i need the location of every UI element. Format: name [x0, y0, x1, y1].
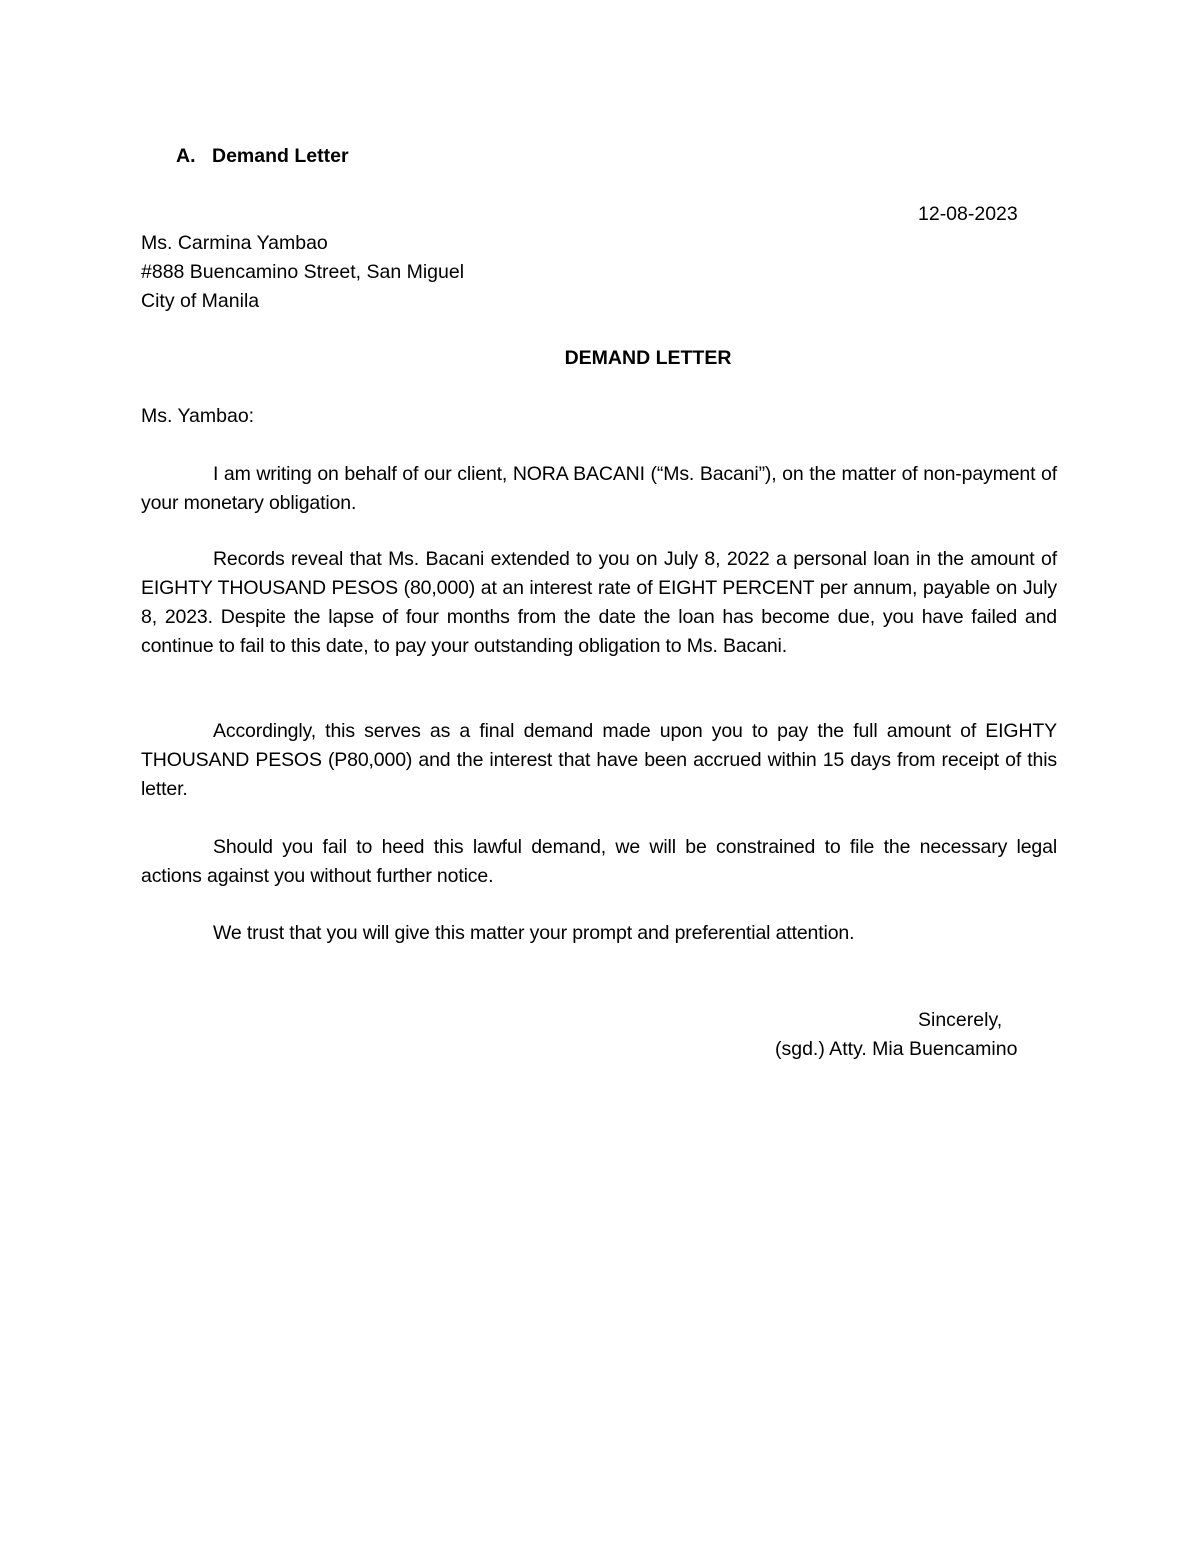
recipient-address-line2: City of Manila [141, 290, 260, 312]
closing: Sincerely, [918, 1009, 1003, 1031]
body-paragraph-3: Accordingly, this serves as a final demand made upon you to pay the full amount of EIGHTY THOUSAND PESOS (P80,000) and the interest that have been accrued within 15 days from receipt of this letter. [141, 720, 1057, 800]
letter-date: 12-08-2023 [918, 203, 1018, 225]
body-paragraph-1: I am writing on behalf of our client, NORA BACANI (“Ms. Bacani”), on the matter of non-payment of your monetary obligation. [141, 463, 1057, 514]
section-number: A. [176, 145, 196, 167]
section-heading [176, 142, 349, 171]
body-paragraph-4: Should you fail to heed this lawful demand, we will be constrained to file the necessary legal actions against you without further notice. [141, 836, 1057, 887]
recipient-name: Ms. Carmina Yambao [141, 232, 328, 254]
salutation: Ms. Yambao: [141, 405, 255, 427]
signature: (sgd.) Atty. Mia Buencamino [775, 1038, 1018, 1060]
body-paragraph-5: We trust that you will give this matter your prompt and preferential attention. [213, 922, 855, 944]
body-paragraph-2: Records reveal that Ms. Bacani extended to you on July 8, 2022 a personal loan in the amount of EIGHTY THOUSAND PESOS (80,000) at an interest rate of EIGHT PERCENT per annum, payable on July 8, 2023. Despite the lapse of four months from the date the loan has become due, you have failed and continue to fail to this date, to pay your outstanding obligation to Ms. Bacani. [141, 548, 1057, 657]
recipient-address-line1: #888 Buencamino Street, San Miguel [141, 261, 465, 283]
section-title: Demand Letter [212, 145, 349, 167]
letter-title: DEMAND LETTER [564, 347, 732, 369]
